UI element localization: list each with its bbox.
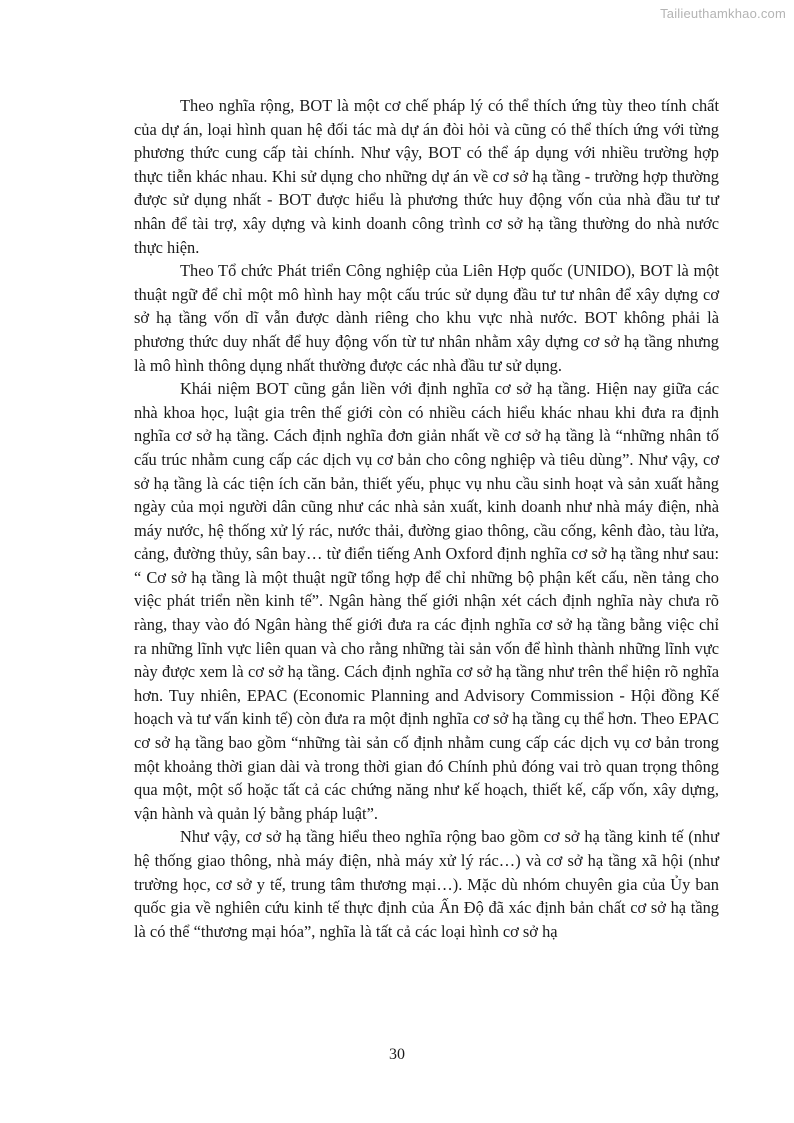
watermark-text: Tailieuthamkhao.com (660, 6, 786, 21)
document-body (134, 94, 719, 943)
paragraph-infrastructure-concept: Khái niệm BOT cũng gắn liền với định nghĩa cơ sở hạ tầng. Hiện nay giữa các nhà khoa học, luật gia trên thế giới còn có nhiều cách hiểu khác nhau khi đưa ra định nghĩa cơ sở hạ tầng. Cách định nghĩa đơn giản nhất về cơ sở hạ tầng là “những nhân tố cấu trúc nhằm cung cấp các dịch vụ cơ bản cho công nghiệp và tiêu dùng”. Như vậy, cơ sở hạ tầng là các tiện ích căn bản, thiết yếu, phục vụ nhu cầu sinh hoạt và sản xuất hằng ngày của mọi người dân cũng như các nhà sản xuất, kinh doanh như nhà máy điện, nhà máy nước, hệ thống xử lý rác, nước thải, đường giao thông, cầu cống, kênh đào, tàu lửa, cảng, đường thủy, sân bay… từ điển tiếng Anh Oxford định nghĩa cơ sở hạ tầng như sau: “ Cơ sở hạ tầng là một thuật ngữ tổng hợp để chỉ những bộ phận kết cấu, nền tảng cho việc phát triển nền kinh tế”. Ngân hàng thế giới nhận xét cách định nghĩa này chưa rõ ràng, thay vào đó Ngân hàng thế giới đưa ra các định nghĩa cơ sở hạ tầng bằng việc chỉ ra những lĩnh vực liên quan và cho rằng những tài sản vốn để hình thành những lĩnh vực này được xem là cơ sở hạ tầng. Cách định nghĩa cơ sở hạ tầng như trên thể hiện rõ nghĩa hơn. Tuy nhiên, EPAC (Economic Planning and Advisory Commission - Hội đồng Kế hoạch và tư vấn kinh tế) còn đưa ra một định nghĩa cơ sở hạ tầng cụ thể hơn. Theo EPAC cơ sở hạ tầng bao gồm “những tài sản cố định nhằm cung cấp các dịch vụ cơ bản trong một khoảng thời gian dài và trong thời gian đó Chính phủ đóng vai trò quan trọng thông qua một, một số hoặc tất cả các chứng năng như kế hoạch, thiết kế, cấp vốn, xây dựng, vận hành và quản lý bằng pháp luật”. (134, 379, 719, 823)
paragraph-unido-definition: Theo Tổ chức Phát triển Công nghiệp của Liên Hợp quốc (UNIDO), BOT là một thuật ngữ để chỉ một mô hình hay một cấu trúc sử dụng đầu tư tư nhân để xây dựng cơ sở hạ tầng vốn dĩ vẫn được dành riêng cho khu vực nhà nước. BOT không phải là phương thức duy nhất để huy động vốn từ tư nhân nhằm xây dựng cơ sở hạ tầng nhưng là mô hình thông dụng nhất thường được các nhà đầu tư sử dụng. (134, 261, 719, 375)
paragraph-infrastructure-scope: Như vậy, cơ sở hạ tầng hiểu theo nghĩa rộng bao gồm cơ sở hạ tầng kinh tế (như hệ thống giao thông, nhà máy điện, nhà máy xử lý rác…) và cơ sở hạ tầng xã hội (như trường học, cơ sở y tế, trung tâm thương mại…). Mặc dù nhóm chuyên gia của Ủy ban quốc gia về nghiên cứu kinh tế thực định của Ấn Độ đã xác định bản chất cơ sở hạ tầng là có thể “thương mại hóa”, nghĩa là tất cả các loại hình cơ sở hạ (134, 827, 719, 941)
paragraph-bot-broad-definition: Theo nghĩa rộng, BOT là một cơ chế pháp lý có thể thích ứng tùy theo tính chất của dự án, loại hình quan hệ đối tác mà dự án đòi hỏi và cũng có thể thích ứng với từng phương thức cung cấp tài chính. Như vậy, BOT có thể áp dụng với nhiều trường hợp thực tiễn khác nhau. Khi sử dụng cho những dự án về cơ sở hạ tầng - trường hợp thường được sử dụng nhất - BOT được hiểu là phương thức huy động vốn của nhà đầu tư tư nhân để tài trợ, xây dựng và kinh doanh công trình cơ sở hạ tầng thường do nhà nước thực hiện. (134, 96, 719, 257)
page-number: 30 (389, 1046, 405, 1063)
